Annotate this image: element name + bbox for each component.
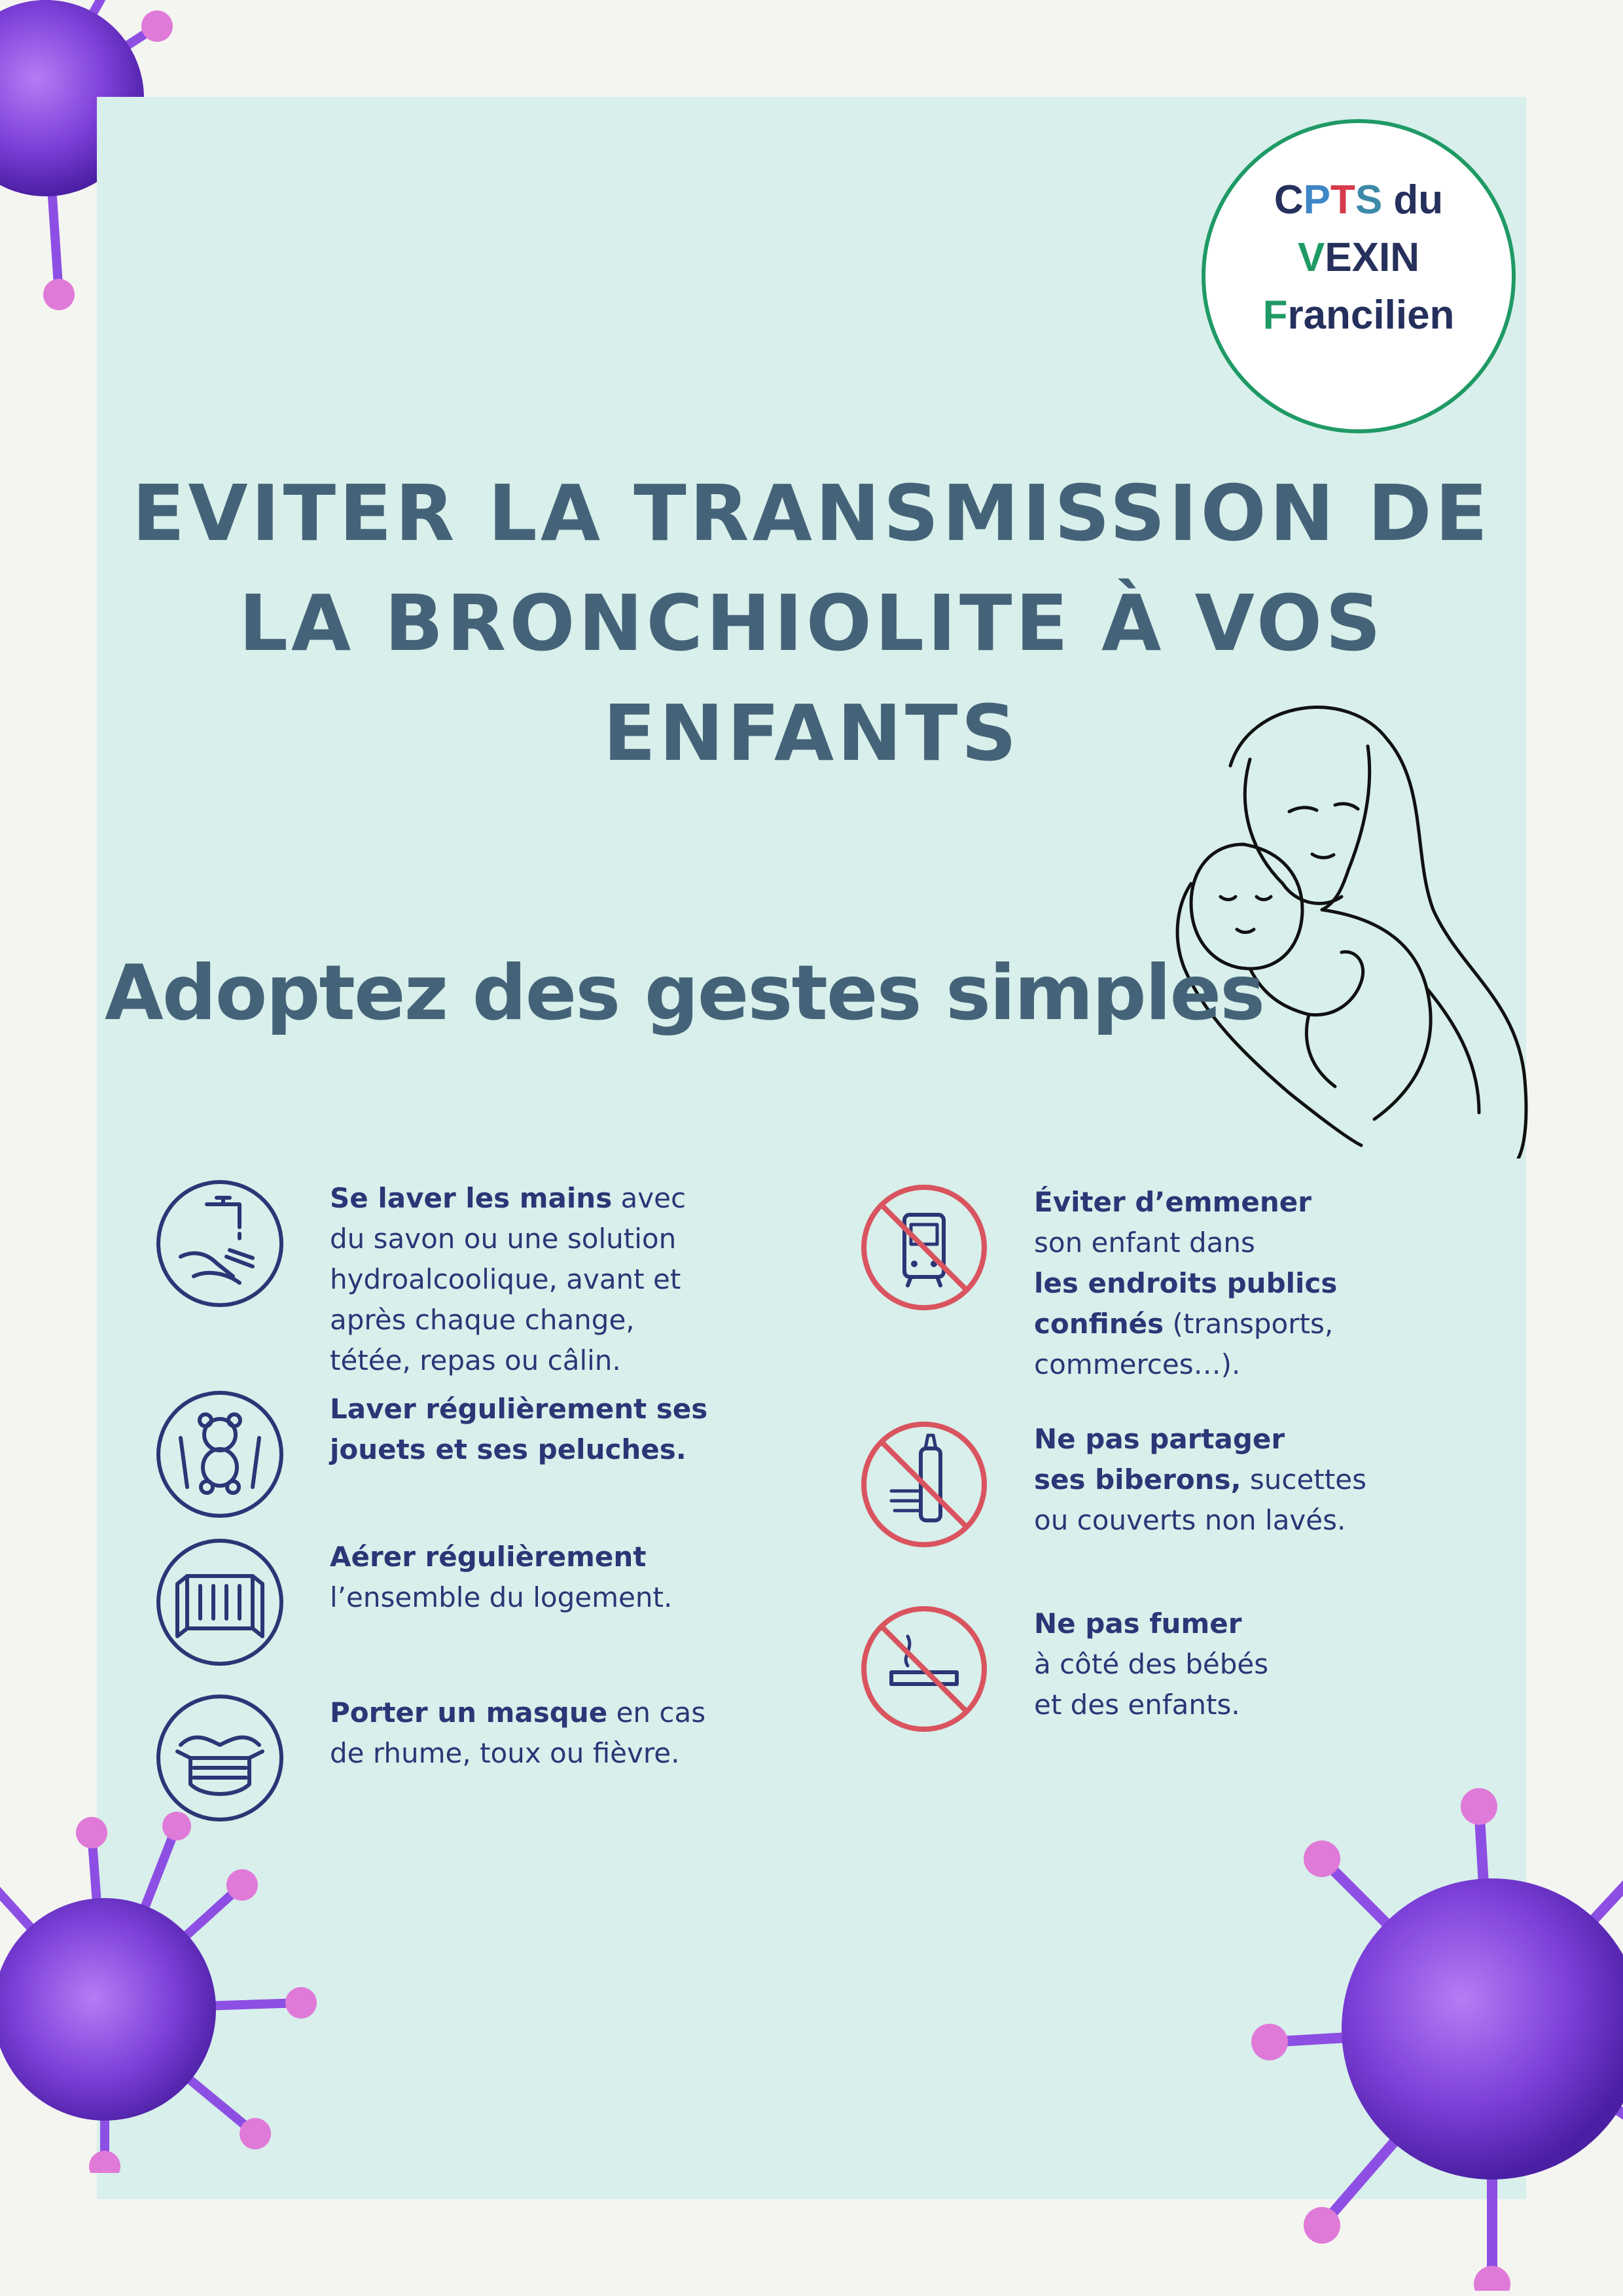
logo-line-2 xyxy=(1205,234,1512,281)
logo-letter: du xyxy=(1382,177,1444,223)
logo-letter: S xyxy=(1355,177,1383,223)
logo-letter: F xyxy=(1262,293,1288,338)
tip-text xyxy=(330,1693,866,1774)
tip-text-segment: de rhume, toux ou fièvre. xyxy=(330,1737,680,1769)
subtitle: Adoptez des gestes simples xyxy=(105,949,1264,1037)
tip-text-segment: du savon ou une solution xyxy=(330,1223,677,1255)
tip-text xyxy=(1034,1419,1571,1541)
tip-text-segment: ses biberons, xyxy=(1034,1463,1241,1496)
no-public-transport-icon xyxy=(859,1182,990,1313)
tip-text-segment: son enfant dans xyxy=(1034,1227,1255,1259)
tip-text-segment: à côté des bébés xyxy=(1034,1648,1269,1680)
logo-line-3 xyxy=(1205,292,1512,338)
tip-text-segment: Ne pas partager xyxy=(1034,1423,1285,1455)
tip-text-segment: avec xyxy=(612,1182,687,1214)
tip-text-segment: Porter un masque xyxy=(330,1696,608,1729)
tip-text-segment: l’ensemble du logement. xyxy=(330,1581,673,1613)
tip-text-segment: et des enfants. xyxy=(1034,1689,1240,1721)
tip-text xyxy=(1034,1604,1571,1725)
tip-text-segment: Aérer régulièrement xyxy=(330,1541,647,1573)
tip-text-segment: hydroalcoolique, avant et xyxy=(330,1263,681,1295)
tip-text-segment: après chaque change, xyxy=(330,1304,635,1336)
tip-text-segment: Se laver les mains xyxy=(330,1182,613,1214)
tip-text-segment: (transports, xyxy=(1164,1308,1334,1340)
tip-text xyxy=(330,1178,866,1381)
title-line: LA BRONCHIOLITE À VOS xyxy=(238,578,1385,668)
tip-text-segment: confinés xyxy=(1034,1308,1164,1340)
title-line: EVITER LA TRANSMISSION DE xyxy=(132,468,1491,558)
tip-text-segment: commerces…). xyxy=(1034,1348,1241,1380)
title-line: ENFANTS xyxy=(603,688,1020,778)
logo-letter: V xyxy=(1297,235,1325,280)
teddy-bear-icon xyxy=(154,1389,285,1520)
logo-letter: C xyxy=(1274,177,1304,223)
logo-letter: EXIN xyxy=(1325,235,1420,280)
logo-letter: T xyxy=(1330,177,1355,223)
virus-decoration-bottom-right xyxy=(1243,1767,1623,2291)
logo-letter: P xyxy=(1303,177,1330,223)
tip-text-segment: sucettes xyxy=(1241,1463,1366,1496)
tip-text xyxy=(1034,1182,1571,1385)
no-shared-bottle-icon xyxy=(859,1419,990,1550)
tip-text-segment: les endroits publics xyxy=(1034,1267,1338,1299)
window-icon xyxy=(154,1537,285,1668)
logo-letter: rancilien xyxy=(1287,293,1455,338)
tip-text-segment: Laver régulièrement ses xyxy=(330,1393,708,1425)
handwashing-icon xyxy=(154,1178,285,1309)
tip-text-segment: ou couverts non lavés. xyxy=(1034,1504,1346,1536)
cpts-logo xyxy=(1202,119,1516,433)
tip-text xyxy=(330,1389,866,1470)
mask-icon xyxy=(154,1693,285,1823)
virus-decoration-bottom-left xyxy=(0,1806,327,2173)
mother-baby-illustration xyxy=(1152,687,1544,1158)
logo-line-1 xyxy=(1205,177,1512,223)
tip-text-segment: tétée, repas ou câlin. xyxy=(330,1344,621,1376)
no-smoking-icon xyxy=(859,1604,990,1734)
tip-text-segment: en cas xyxy=(607,1696,706,1729)
tip-text-segment: Éviter d’emmener xyxy=(1034,1186,1311,1218)
tip-text xyxy=(330,1537,866,1618)
tip-text-segment: Ne pas fumer xyxy=(1034,1607,1242,1640)
tip-text-segment: jouets et ses peluches. xyxy=(330,1433,687,1465)
